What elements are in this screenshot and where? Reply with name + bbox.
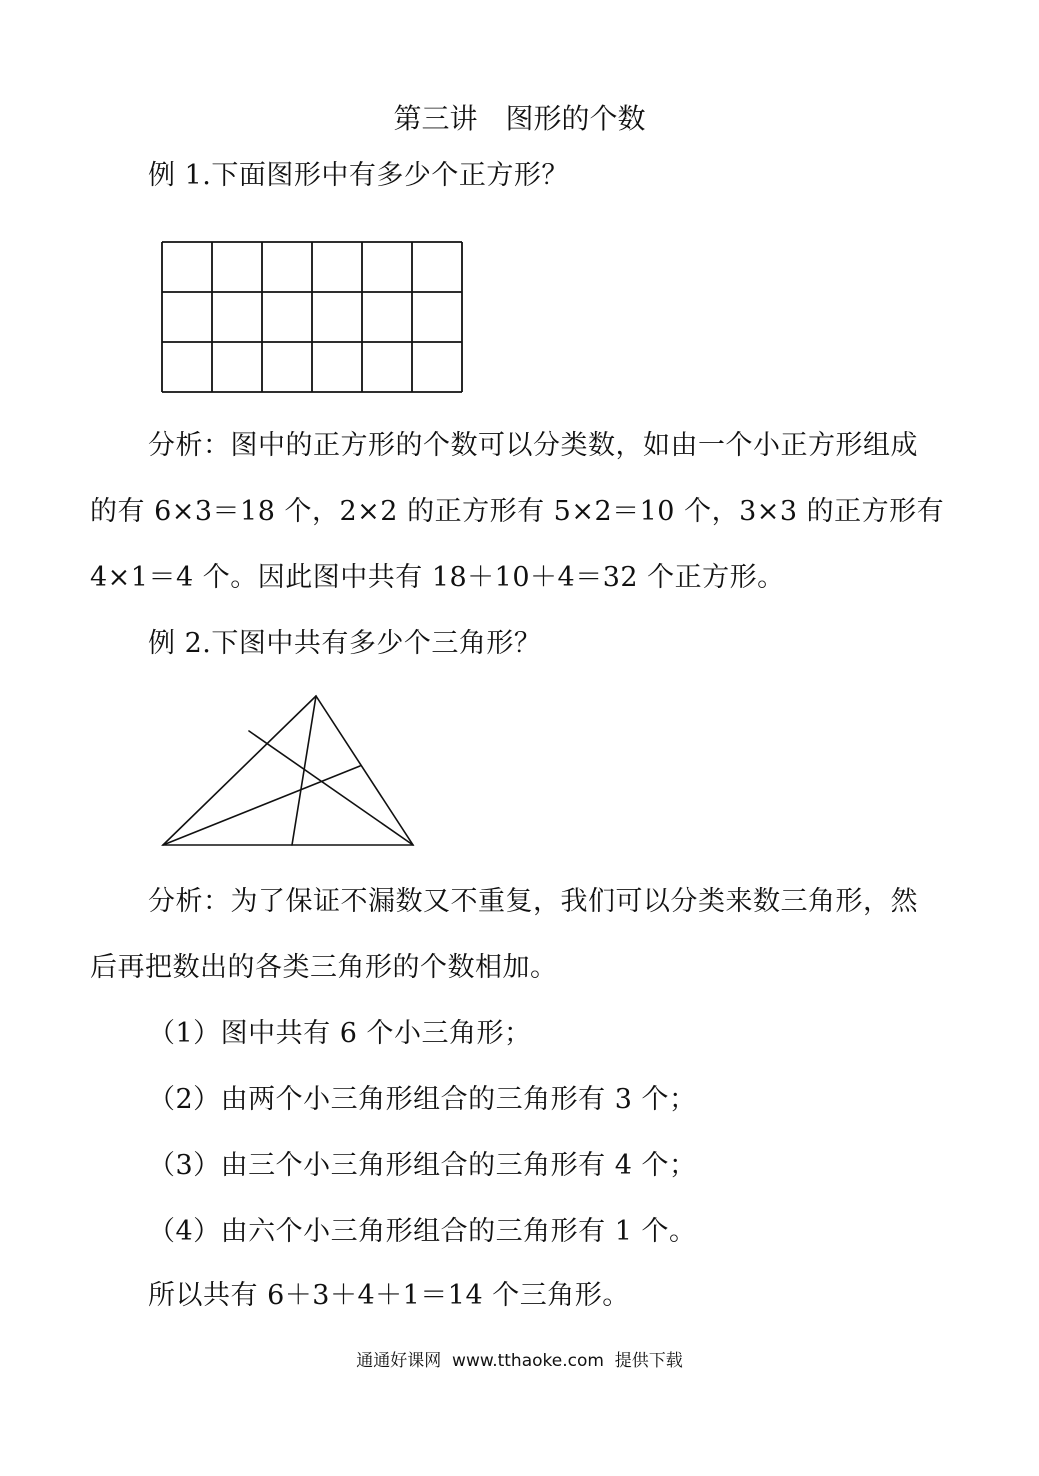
- example-2-conclusion: 所以共有 6＋3＋4＋1＝14 个三角形。: [148, 1280, 630, 1311]
- step-4: （4）由六个小三角形组合的三角形有 1 个。: [148, 1216, 697, 1247]
- example-2-analysis-line-2: 后再把数出的各类三角形的个数相加。: [90, 952, 558, 983]
- page-title: 第三讲 图形的个数: [393, 102, 646, 135]
- example-1-analysis-line-2: 的有 6×3＝18 个，2×2 的正方形有 5×2＝10 个，3×3 的正方形有: [90, 496, 945, 527]
- median-from-left: [163, 766, 360, 845]
- outer-triangle: [163, 696, 413, 845]
- footer-credit: 通通好课网 www.tthaoke.com 提供下载: [356, 1351, 683, 1371]
- example-1-analysis-line-3: 4×1＝4 个。因此图中共有 18＋10＋4＝32 个正方形。: [90, 562, 785, 593]
- example-1-question: 例 1.下面图形中有多少个正方形？: [148, 160, 569, 191]
- example-1-analysis-line-1: 分析：图中的正方形的个数可以分类数，如由一个小正方形组成: [148, 430, 918, 461]
- example-2-question: 例 2.下图中共有多少个三角形？: [148, 628, 542, 659]
- step-3: （3）由三个小三角形组合的三角形有 4 个；: [148, 1150, 697, 1181]
- step-1: （1）图中共有 6 个小三角形；: [148, 1018, 532, 1049]
- step-2: （2）由两个小三角形组合的三角形有 3 个；: [148, 1084, 697, 1115]
- median-from-right: [249, 731, 413, 845]
- example-2-analysis-line-1: 分析：为了保证不漏数又不重复，我们可以分类来数三角形，然: [148, 886, 918, 917]
- median-from-top: [292, 696, 316, 845]
